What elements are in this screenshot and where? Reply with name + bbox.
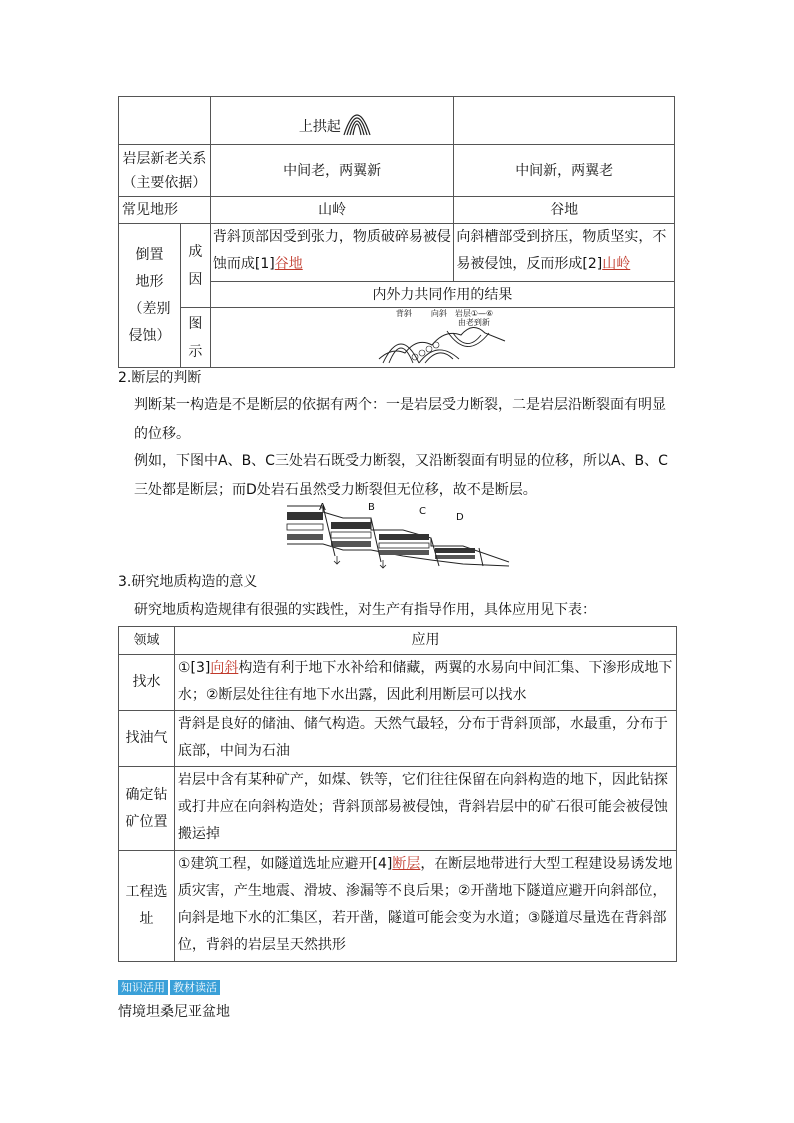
table-row [119,97,675,145]
section-2-paragraph-2: 例如，下图中A、B、C三处岩石既受力断裂，又沿断裂面有明显的位移，所以A、B、C三处都是断层；而D处岩石虽然受力断裂但无位移，故不是断层。 [134,453,668,498]
knowledge-tags [118,979,220,995]
figure-label-order: 由老到新 [457,318,490,327]
header-application: 应用 [174,627,676,655]
table-row [119,711,677,767]
common-cause: 内外力共同作用的结果 [210,282,674,308]
figure-label-anticline: 背斜 [395,309,412,318]
field-engineering-site: 工程选址 [119,851,175,962]
anticline-arch-figure [342,99,372,139]
application-table [118,626,677,962]
uplift-label: 上拱起 [298,119,341,135]
fault-label-a: A [319,502,326,513]
syncline-age-relation: 中间新，两翼老 [454,145,675,197]
table-row [119,851,677,962]
table-row [119,655,677,711]
field-find-oil-gas: 找油气 [119,711,175,767]
row-header-landform: 常见地形 [119,197,211,224]
fold-comparison-table [118,96,675,368]
application-find-oil-gas: 背斜是良好的储油、储气构造。天然气最轻，分布于背斜顶部，水最重，分布于底部，中间为石油 [174,711,676,767]
anticline-diagram-cell [210,97,454,145]
figure-label: 图 示 [180,308,210,368]
table-row [119,224,675,282]
context-title: 情境坦桑尼亚盆地 [118,1004,230,1020]
application-find-water: ①[3]向斜构造有利于地下水补给和储藏，两翼的水易向中间汇集、下渗形成地下水；②断层处往往有地下水出露，因此利用断层可以找水 [174,655,676,711]
application-engineering-site: ①建筑工程，如隧道选址应避开[4]断层，在断层地带进行大型工程建设易诱发地质灾害，产生地震、滑坡、渗漏等不良后果；②开凿地下隧道应避开向斜部位，向斜是地下水的汇集区，若开凿，隧道可能会变为水道；③隧道尽量选在背斜部位，背斜的岩层呈天然拱形 [174,851,676,962]
syncline-landform: 谷地 [454,197,675,224]
syncline-cause: 向斜槽部受到挤压，物质坚实，不易被侵蚀，反而形成[2]山岭 [454,224,675,282]
fault-figure [283,500,513,570]
anticline-landform: 山岭 [210,197,454,224]
answer-blank-1: 谷地 [274,256,303,272]
answer-blank-4: 断层 [392,856,421,872]
inverted-landform-figure-cell [210,308,674,368]
field-drill-position: 确定钻矿位置 [119,767,175,851]
table-row [119,308,675,368]
section-2-heading: 2.断层的判断 [118,370,202,386]
tag-knowledge-use: 知识活用 [118,980,168,995]
section-3-heading: 3.研究地质构造的意义 [118,574,258,590]
table-row [119,767,677,851]
table-row [119,197,675,224]
anticline-cause: 背斜顶部因受到张力，物质破碎易被侵蚀而成[1]谷地 [210,224,454,282]
table-row [119,145,675,197]
fault-label-b: B [368,502,375,513]
figure-label-layers: 岩层①—⑥ [454,309,494,318]
field-find-water: 找水 [119,655,175,711]
answer-blank-2: 山岭 [602,256,631,272]
section-2-paragraph-1: 判断某一构造是不是断层的依据有两个：一是岩层受力断裂，二是岩层沿断裂面有明显的位移。 [134,397,666,442]
section-3-intro: 研究地质构造规律有很强的实践性，对生产有指导作用，具体应用见下表： [134,602,596,618]
application-drill-position: 岩层中含有某种矿产，如煤、铁等，它们往往保留在向斜构造的地下，因此钻探或打井应在向斜构造处；背斜顶部易被侵蚀，背斜岩层中的矿石很可能会被侵蚀搬运掉 [174,767,676,851]
fault-figure-drawing [283,500,513,570]
fault-label-d: D [456,512,464,523]
cause-label: 成 因 [180,224,210,308]
answer-blank-3: 向斜 [210,660,239,676]
header-field: 领域 [119,627,175,655]
fault-label-c: C [419,506,426,517]
tag-textbook-reading: 教材读活 [170,980,220,995]
row-header-inverted-landform: 倒置 地形 （差别 侵蚀） [119,224,181,368]
anticline-age-relation: 中间老，两翼新 [210,145,454,197]
table-header-row [119,627,677,655]
row-header-age-relation: 岩层新老关系 （主要依据） [119,145,211,197]
figure-label-syncline: 向斜 [430,309,447,318]
